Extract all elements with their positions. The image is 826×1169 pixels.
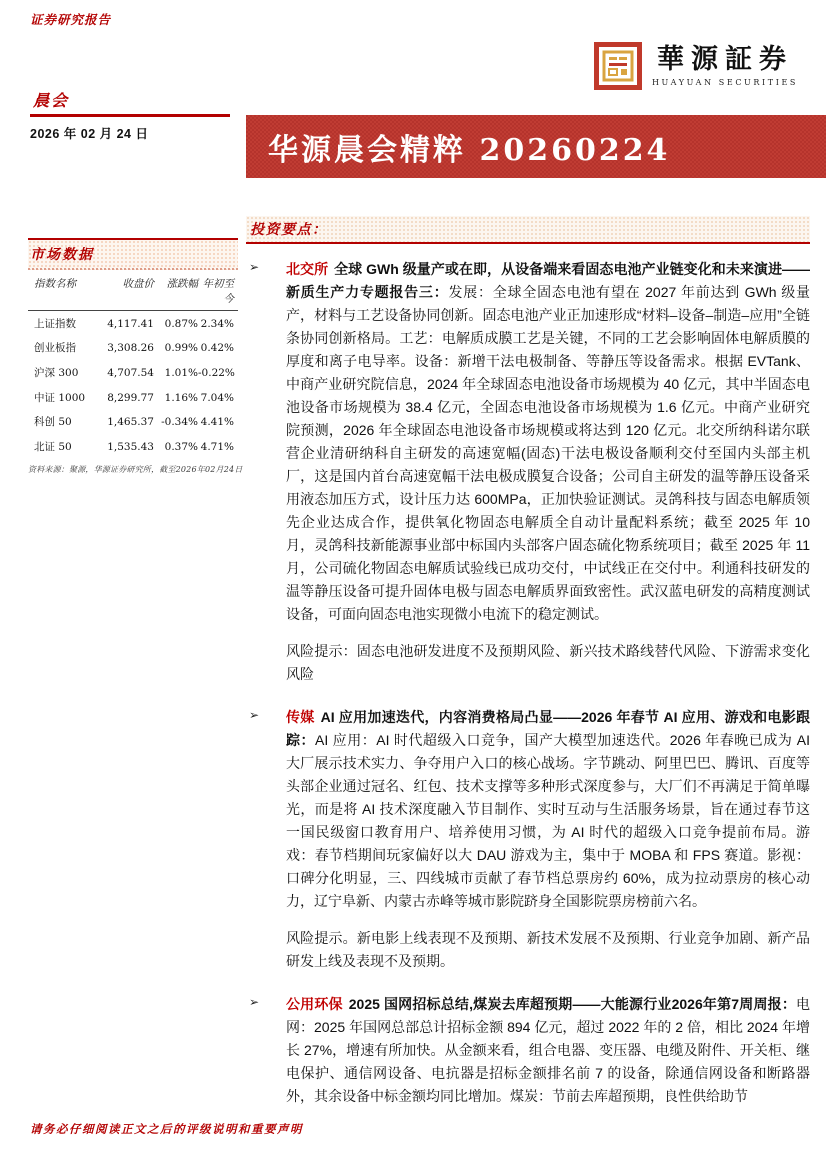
table-row [28,360,238,385]
page-title: 华源晨会精粹 20260224 [268,132,671,168]
item-title: 全球 GWh 级量产或在即，从设备端来看固态电池产业链变化和未来演进——新质生产力专题报告三： [286,261,810,300]
item-content [286,706,810,973]
item-content [286,258,810,686]
index-change: -0.34% [161,416,198,429]
index-close: 1,465.37 [107,416,154,429]
col-index-name: 指数名称 [34,278,76,290]
market-data-panel [28,238,243,475]
arrow-bullet-icon: ➢ [249,995,260,1009]
index-close: 4,117.41 [107,317,154,330]
index-name: 上证指数 [34,317,76,330]
data-source-note: 资料来源：聚源，华源证券研究所，截至2026年02月24日 [28,464,243,474]
left-divider-rule [30,114,230,117]
industry-tag: 公用环保 [286,996,343,1012]
index-name: 中证 1000 [34,391,86,404]
index-name: 北证 50 [34,440,72,453]
index-name: 沪深 300 [34,366,79,379]
key-points-header [246,216,810,244]
arrow-bullet-icon: ➢ [249,260,260,274]
item-paragraph [286,258,810,626]
report-section-label: 晨会 [33,91,70,110]
index-close: 4,707.54 [107,366,154,379]
table-row [28,385,238,410]
index-change: 0.99% [164,342,198,355]
index-change: 0.87% [164,317,198,330]
index-close: 3,308.26 [107,342,154,355]
market-data-title: 市场数据 [28,238,238,270]
market-table-header [28,270,238,311]
brand-name-en: HUAYUAN SECURITIES [651,78,798,87]
index-ytd: -0.22% [198,366,235,379]
title-banner [246,115,826,178]
index-ytd: 7.04% [200,391,234,404]
col-change: 涨跌幅 [166,278,198,290]
item-body: 电网：2025 年国网总部总计招标金额 894 亿元，超过 2022 年的 2 倍，相比 2024 年增长 27%，增速有所加快。从金额来看，组合电器、变压器、电缆及附件、开关柜、继电保护、通信网设备、电抗器是招标金额排名前 7 的设备，除通信网设备和断路器外，其余设备中标金额均同比增加。煤炭：节前去库超预期，良性供给助节 [286,996,810,1104]
list-item [246,706,810,973]
item-body: 发展：全球全固态电池有望在 2027 年前达到 GWh 级量产，材料与工艺设备协同创新。固态电池产业正加速形成“材料–设备–制造–应用”全链条协同创新格局。工艺：电解质成膜工艺是关键，不同的工艺会影响固体电解质膜的厚度和离子电导率。设备：新增干法电极制备、等静压等设备需求。根据 EVTank、中商产业研究院信息，2024 年全球固态电池设备市场规模为 40 亿元，其中半固态电池设备市场规模为 38.4 亿元，全固态电池设备市场规模为 1.6 亿元。中商产业研究院预测，2026 年全球固态电池设备市场规模或将达到 120 亿元。北交所纳科诺尔联营企业清研纳科自主研发的高速宽幅(固态)干法电极设备顺利交付至国内头部主机厂，这是国内首台高速宽幅干法电极成膜复合设备；公司自主研发的温等静压设备采用液态加压方式，设计压力达 600MPa，正加快验证测试。灵鸽科技与固态电解质领先企业达成合作，提供氧化物固态电解质全自动计量配料系统；截至 2025 年 10 月，灵鸽科技新能源事业部中标国内头部客户固态硫化物系统项目；截至 2025 年 11 月，公司硫化物固态电解质试验线已成功交付，中试线正在交付中。利通科技研发的温等静压设备可提升固体电极与固态电解质界面致密性。武汉蓝电研发的高精度测试设备，可面向固态电池实现微小电流下的稳定测试。 [286,284,810,622]
index-ytd: 4.71% [200,440,234,453]
brand-logo [594,42,798,90]
index-change: 1.01% [164,366,198,379]
risk-note: 风险提示。新电影上线表现不及预期、新技术发展不及预期、行业竞争加剧、新产品研发上线及表现不及预期。 [286,930,810,969]
main-content [246,216,810,1108]
index-ytd: 4.41% [200,416,234,429]
item-body: AI 应用：AI 时代超级入口竞争，国产大模型加速迭代。2026 年春晚已成为 AI 大厂展示技术实力、争夺用户入口的核心战场。字节跳动、阿里巴巴、腾讯、百度等头部企业通过冠名、红包、技术支撑等多种形式深度参与，大厂们不再满足于简单曝光，而是将 AI 技术深度融入节目制作、实时互动与生活服务场景，旨在通过春节这一国民级窗口教育用户、培养使用习惯，为 AI 时代的超级入口竞争提前布局。游戏：春节档期间玩家偏好以大 DAU 游戏为主，集中于 MOBA 和 FPS 赛道。影视：口碑分化明显，三、四线城市贡献了春节档总票房约 60%，成为拉动票房的核心动力，辽宁阜新、内蒙古赤峰等城市影院跻身全国影院票房榜前六名。 [286,732,811,909]
list-item [246,993,810,1108]
col-ytd: 年初至今 [202,278,234,305]
arrow-bullet-icon: ➢ [249,708,260,722]
list-item [246,258,810,686]
index-ytd: 0.42% [200,342,234,355]
item-title: AI 应用加速迭代，内容消费格局凸显——2026 年春节 AI 应用、游戏和电影跟踪： [286,709,811,748]
table-row [28,311,238,336]
industry-tag: 北交所 [286,261,329,277]
brand-names [652,45,798,87]
report-date: 2026 年 02 月 24 日 [30,127,149,141]
index-close: 1,535.43 [107,440,154,453]
table-row [28,336,238,361]
disclaimer-footer: 请务必仔细阅读正文之后的评级说明和重要声明 [30,1122,303,1136]
col-close: 收盘价 [122,278,154,290]
bullet-list [246,258,810,1108]
industry-tag: 传媒 [286,709,315,725]
index-name: 创业板指 [34,342,76,355]
item-title: 2025 国网招标总结,煤炭去库超预期——大能源行业2026年第7周周报： [348,996,796,1012]
item-paragraph [286,706,810,913]
huayuan-seal-icon [594,42,642,90]
index-ytd: 2.34% [200,317,234,330]
index-name: 科创 50 [34,416,72,429]
table-row [28,409,238,434]
key-points-label: 投资要点： [250,222,328,238]
table-row [28,434,238,459]
risk-note: 风险提示：固态电池研发进度不及预期风险、新兴技术路线替代风险、下游需求变化风险 [286,643,810,682]
index-close: 8,299.77 [107,391,154,404]
item-paragraph [286,993,810,1108]
item-content [286,993,810,1108]
index-change: 0.37% [164,440,198,453]
index-change: 1.16% [164,391,198,404]
report-type-label: 证券研究报告 [30,12,112,27]
brand-name-cn: 華源証券 [656,44,793,75]
